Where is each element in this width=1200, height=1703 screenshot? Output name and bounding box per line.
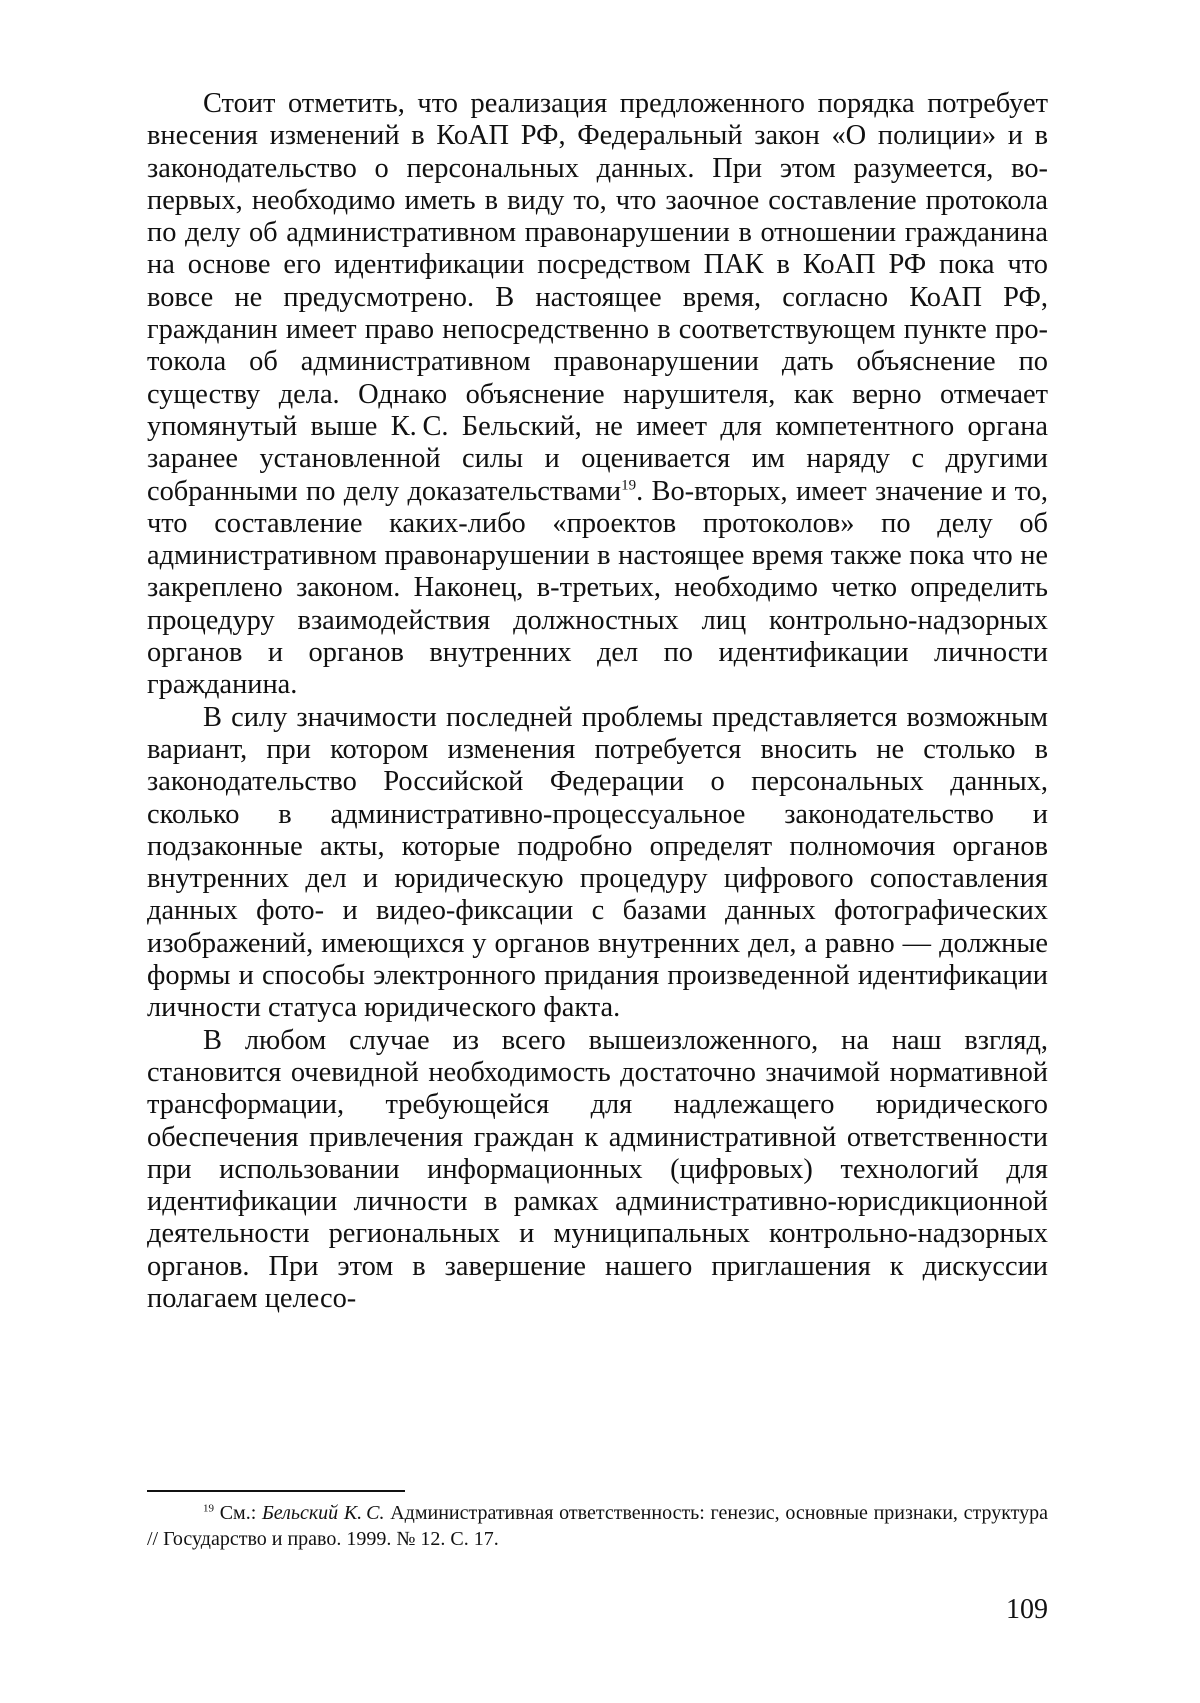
paragraph-2: В силу значимости последней проблемы представляется возможным вариант, при котором изменения потребуется вносить не столько в законодательство Российской Федерации о персональных данных, сколько в административно-процессуальное законодательство и подзаконные акты, которые подробно определят полномочия органов внутренних дел и юридическую процедуру цифрового сопоставления данных фото- и видео-фиксации с базами данных фотографических изображений, имеющихся у органов внутренних дел, а равно — должные формы и способы электронного придания произведенной идентификации личности статуса юридического факта. <box>147 701 1048 1024</box>
footnote-number: 19 <box>203 1502 214 1515</box>
paragraph-1-text: Стоит отметить, что реализация предложенного порядка потребует внесения изменений в КоАП РФ, Федеральный закон «О полиции» и в законодательство о персональных данных. При этом разумеется, во-первых, необходимо иметь в виду то, что заочное составление протокола по делу об административном правонарушении в отношении гражданина на основе его идентификации посредством ПАК в КоАП РФ пока что вовсе не предусмотрено. В настоящее время, согласно КоАП РФ, гражданин имеет право непосредственно в соответствующем пункте протокола об административном правонарушении дать объяснение по существу дела. Однако объяснение нарушителя, как верно отмечает упомянутый выше К. С. Бельский, не имеет для компетентного органа заранее установленной силы и оценивается им наряду с другими собранными по делу доказательствами <box>147 88 1048 507</box>
footnote-text: Административная ответственность: генезис, основные признаки, структура // Государство и право. 1999. № 12. С. 17. <box>147 1502 1049 1550</box>
footnote-reference[interactable]: 19 <box>621 477 637 494</box>
paragraph-3: В любом случае из всего вышеизложенного, на наш взгляд, становится очевидной необходимость достаточно значимой нормативной трансформации, требующейся для надлежащего юридического обеспечения привлечения граждан к административной ответственности при использовании информационных (цифровых) технологий для идентификации личности в рамках административно-юрисдикционной деятельности региональных и муниципальных контрольно-надзорных органов. При этом в завершение нашего приглашения к дискуссии полагаем целесо- <box>147 1024 1048 1314</box>
footnote-prefix: См.: <box>214 1502 262 1524</box>
paragraph-1-continuation: . Во-вторых, имеет значение и то, что составление каких-либо «проектов протоколов» по делу об административном правонарушении в настоящее время также пока что не закреплено законом. Наконец, в-третьих, необходимо четко определить процедуру взаимодействия должностных лиц контрольно-надзорных органов и органов внутренних дел по идентификации личности гражданина. <box>147 475 1048 701</box>
footnote-author: Бельский К. С. <box>261 1502 385 1524</box>
page-number: 109 <box>1006 1594 1048 1625</box>
footnote-divider <box>147 1490 405 1492</box>
main-text <box>147 88 1048 1315</box>
paragraph-1 <box>147 88 1048 702</box>
footnote <box>147 1500 1048 1552</box>
